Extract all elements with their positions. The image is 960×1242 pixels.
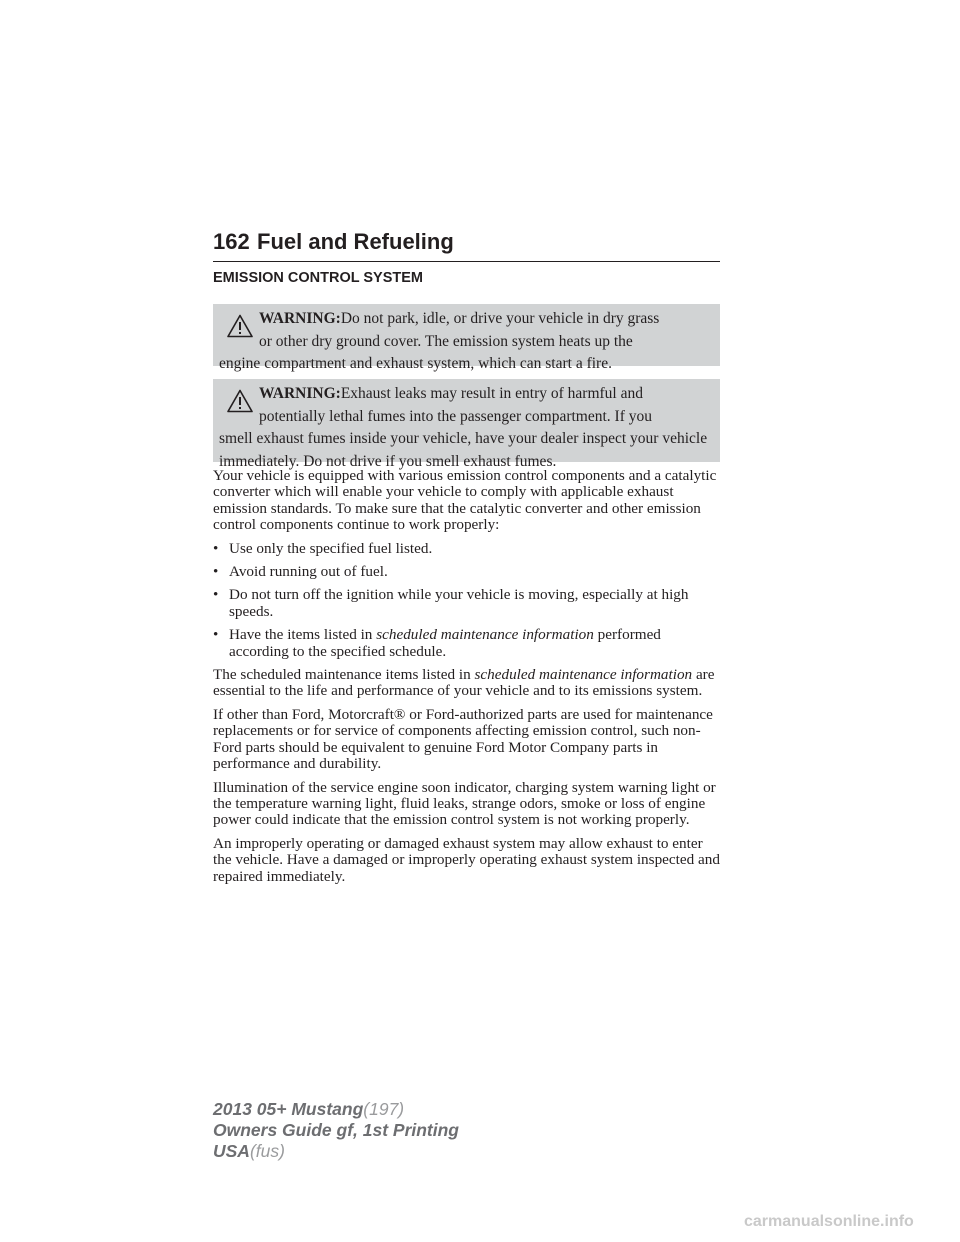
list-item [213, 587, 723, 620]
list-item [213, 564, 723, 580]
list-item-text-part: Have the items listed in [229, 626, 377, 644]
warning-second-line: or other dry ground cover. The emission system heats up the [259, 332, 633, 350]
warning-label: WARNING: [259, 310, 341, 327]
warning-lead-text: Exhaust leaks may result in entry of harmful and [340, 385, 643, 402]
list-item-text: Do not turn off the ignition while your vehicle is moving, especially at high speeds. [229, 586, 689, 620]
footer-market-code: (fus) [249, 1141, 285, 1161]
bullet-glyph: • [213, 539, 219, 557]
section-title: EMISSION CONTROL SYSTEM [213, 270, 424, 286]
footer-line-1 [213, 1099, 459, 1120]
warning-lead-line [219, 383, 714, 406]
list-item-text-part: performed according to the specified schedule. [229, 626, 661, 660]
warning-box-exhaust [213, 379, 720, 470]
warning-rest-text: smell exhaust fumes inside your vehicle, have your dealer inspect your vehicle immediately. Do not drive if you smell exhaust fumes. [219, 430, 708, 470]
footer-model: 2013 05+ Mustang [213, 1099, 364, 1119]
warning-lead-text: Do not park, idle, or drive your vehicle in dry grass [340, 310, 660, 327]
list-item-text [229, 626, 661, 659]
list-item [213, 541, 723, 557]
bullet-glyph: • [213, 563, 219, 581]
intro-paragraph: Your vehicle is equipped with various emission control components and a catalytic converter which will enable your vehicle to comply with applicable exhaust emission standards. To make sure that the catalytic converter and other emission control components continue to work properly: [213, 467, 717, 534]
exhaust-paragraph: An improperly operating or damaged exhaust system may allow exhaust to enter the vehicle. Have a damaged or improperly operating exhaust system inspected and repaired immediately. [213, 834, 720, 885]
footer-page-code: (197) [363, 1099, 405, 1119]
list-item-text: Avoid running out of fuel. [229, 563, 388, 581]
paragraph-text-part: are essential to the life and performance of your vehicle and to its emissions system. [213, 666, 715, 700]
warning-label: WARNING: [259, 385, 341, 402]
warning-lead-line [219, 308, 714, 331]
warning-triangle-icon [227, 314, 253, 338]
list-item [213, 627, 723, 660]
list-item-text: Use only the specified fuel listed. [229, 539, 433, 557]
paragraph-text-part: The scheduled maintenance items listed in [213, 666, 475, 684]
page-number: 162 [213, 229, 250, 254]
footer-line-3 [213, 1141, 459, 1162]
maintenance-reference: scheduled maintenance information [474, 666, 693, 684]
footer-market: USA [213, 1141, 250, 1161]
watermark: carmanualsonline.info [744, 1213, 914, 1230]
parts-paragraph: If other than Ford, Motorcraft® or Ford-authorized parts are used for maintenance replacements or for service of components affecting emission control, such non-Ford parts should be equivalent to genuine Ford Motor Company parts in performance and durability. [213, 705, 713, 773]
indicator-paragraph: Illumination of the service engine soon indicator, charging system warning light or the temperature warning light, fluid leaks, strange odors, smoke or loss of engine power could indicate that the emission control system is not working properly. [213, 778, 716, 829]
print-footer [213, 1099, 459, 1162]
page-header [213, 229, 720, 262]
warning-second-line: potentially lethal fumes into the passenger compartment. If you [259, 407, 652, 425]
chapter-title: Fuel and Refueling [257, 229, 454, 254]
maintenance-reference: scheduled maintenance information [376, 626, 594, 644]
body-text [213, 468, 723, 892]
warning-rest-text: engine compartment and exhaust system, which can start a fire. [219, 355, 612, 372]
bullet-glyph: • [213, 626, 219, 644]
footer-line-2: Owners Guide gf, 1st Printing [213, 1120, 459, 1140]
warning-triangle-icon [227, 389, 253, 413]
bullet-glyph: • [213, 586, 219, 604]
warning-box-fire [213, 304, 720, 372]
scheduled-maintenance-paragraph [213, 667, 723, 700]
